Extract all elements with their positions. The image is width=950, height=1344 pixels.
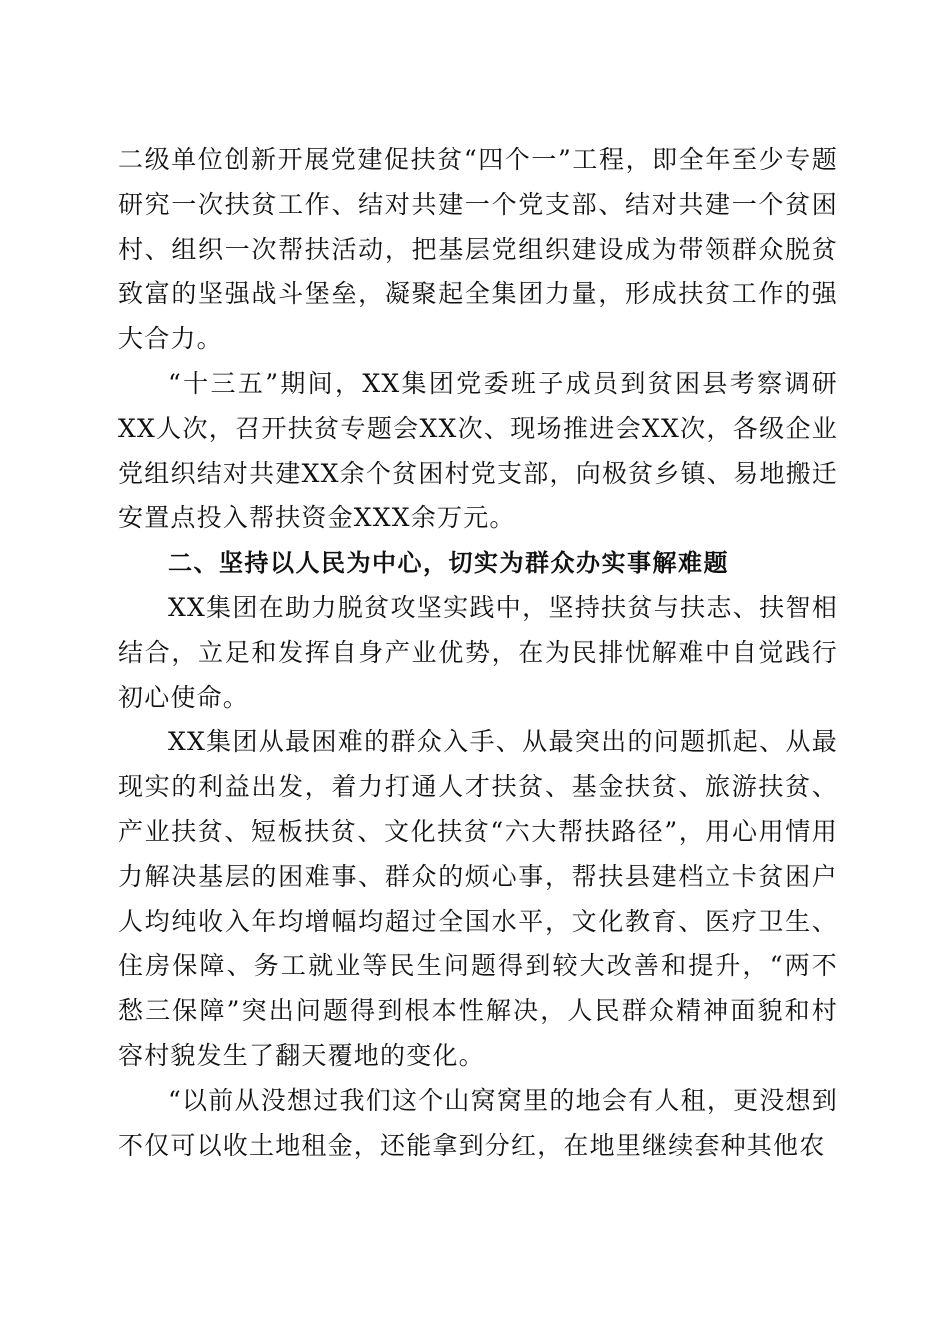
paragraph-party-building-four-ones: 二级单位创新开展党建促扶贫“四个一”工程，即全年至少专题研究一次扶贫工作、结对共建一个党支部、结对共建一个贫困村、组织一次帮扶活动，把基层党组织建设成为带领群众脱贫致富的坚强战斗堡垒，凝聚起全集团力量，形成扶贫工作的强大合力。 [118,145,838,354]
paragraph-six-assistance-paths: XX集团从最困难的群众入手、从最突出的问题抓起、从最现实的利益出发，着力打通人才扶贫、基金扶贫、旅游扶贫、产业扶贫、短板扶贫、文化扶贫“六大帮扶路径”，用心用情用力解决基层的困难事、群众的烦心事，帮扶县建档立卡贫困户人均纯收入年均增幅均超过全国水平，文化教育、医疗卫生、住房保障、务工就业等民生问题得到较大改善和提升，“两不愁三保障”突出问题得到根本性解决，人民群众精神面貌和村容村貌发生了翻天覆地的变化。 [118,727,838,1070]
document-body [118,138,838,1168]
section-heading-people-centered: 二、坚持以人民为中心，切实为群众办实事解难题 [168,549,729,578]
paragraph-villager-quote: “以前从没想过我们这个山窝窝里的地会有人租，更没想到不仅可以收土地租金，还能拿到分红，在地里继续套种其他农 [118,1085,838,1160]
paragraph-industry-advantage: XX集团在助力脱贫攻坚实践中，坚持扶贫与扶志、扶智相结合，立足和发挥自身产业优势，在为民排忧解难中自觉践行初心使命。 [118,592,838,712]
paragraph-thirteenth-five-year-stats: “十三五”期间，XX集团党委班子成员到贫困县考察调研XX人次，召开扶贫专题会XX次、现场推进会XX次，各级企业党组织结对共建XX余个贫困村党支部，向极贫乡镇、易地搬迁安置点投入帮扶资金XXX余万元。 [118,368,838,533]
